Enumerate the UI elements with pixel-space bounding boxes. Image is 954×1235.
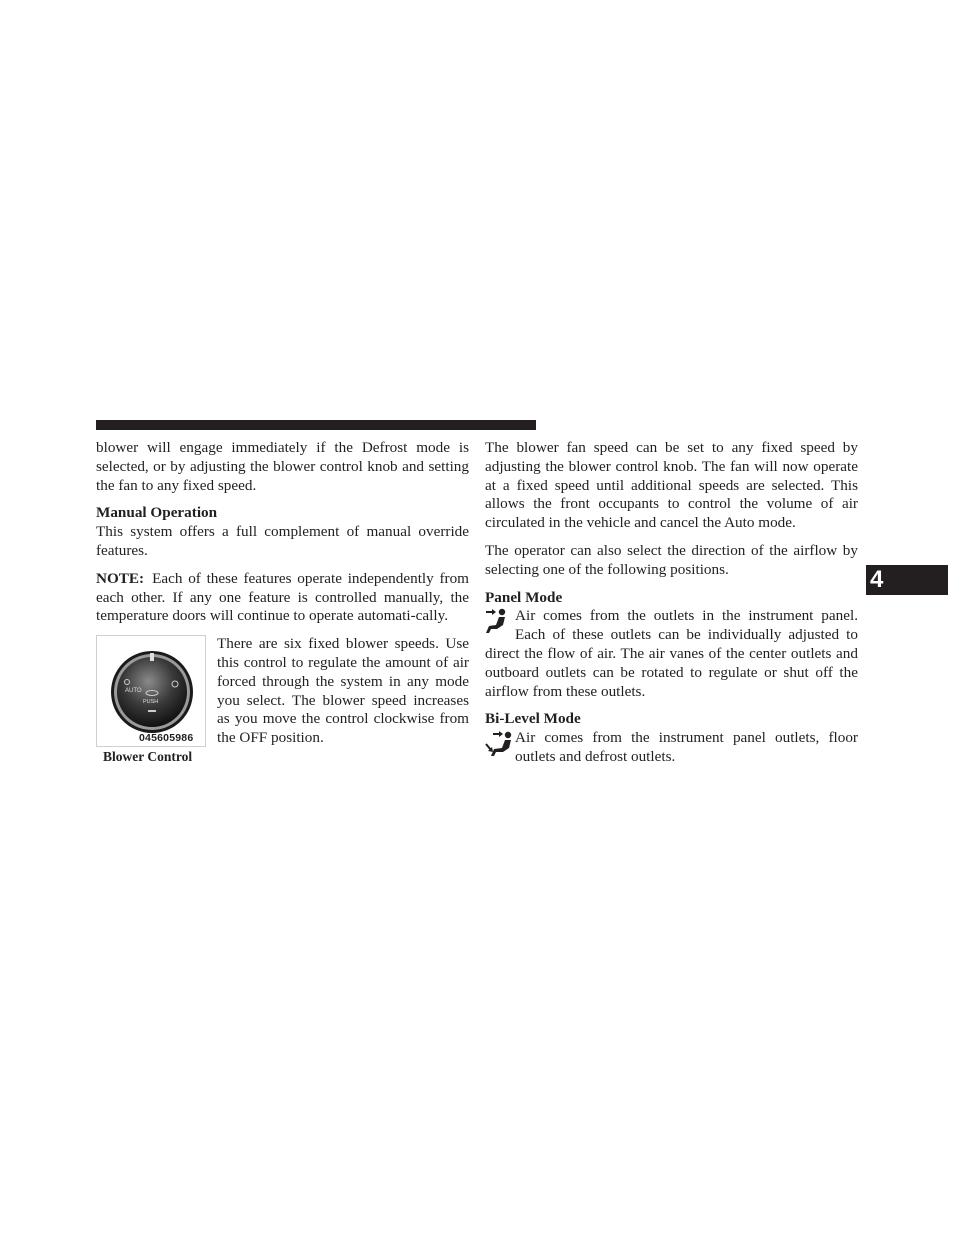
manual-operation-text: This system offers a full complement of manual override features. — [96, 523, 469, 559]
note-label: NOTE: — [96, 569, 145, 587]
bi-level-mode-text: Air comes from the instrument panel outlets, floor outlets and defrost outlets. — [515, 729, 858, 765]
note-paragraph — [96, 570, 469, 626]
airflow-direction-paragraph: The operator can also select the direction of the airflow by selecting one of the following positions. — [485, 541, 858, 578]
left-column — [96, 439, 469, 777]
knob-indicator — [150, 653, 154, 661]
blower-control-figure — [96, 635, 469, 777]
blower-speeds-text: There are six fixed blower speeds. Use this control to regulate the amount of air forced through the system in any mode you select. The blower speed increases as you move the control clockwise from the OFF position. — [217, 635, 469, 747]
bi-level-mode-icon — [485, 729, 515, 759]
panel-mode-block — [485, 607, 858, 701]
knob-push-label: PUSH — [143, 699, 159, 706]
panel-mode-text: Air comes from the outlets in the instrument panel. Each of these outlets can be individually adjusted to direct the flow of air. The air vanes of the center outlets and outboard outlets can be rotated to regulate or shut off the airflow from these outlets. — [485, 607, 858, 700]
header-rule — [96, 420, 536, 430]
knob-auto-label: AUTO — [125, 688, 142, 695]
figure-code: 045605986 — [139, 732, 194, 745]
bi-level-mode-block — [485, 729, 858, 767]
section-tab — [866, 565, 948, 595]
note-text: Each of these features operate independently from each other. If any one feature is controlled manually, the temperature doors will continue to operate automati-cally. — [96, 569, 469, 625]
section-tab-number: 4 — [870, 566, 884, 593]
figure-caption: Blower Control — [103, 749, 193, 765]
fan-low-mark — [148, 710, 156, 712]
panel-mode-heading: Panel Mode — [485, 588, 563, 606]
right-column — [485, 439, 858, 767]
panel-mode-icon — [485, 607, 511, 635]
blower-speed-paragraph: The blower fan speed can be set to any fixed speed by adjusting the blower control knob. The fan will now operate at a fixed speed until additional speeds are selected. This allows the front occupants to control the volume of air circulated in the vehicle and cancel the Auto mode. — [485, 439, 858, 532]
bi-level-mode-heading: Bi-Level Mode — [485, 710, 581, 728]
intro-paragraph: blower will engage immediately if the Defrost mode is selected, or by adjusting the blower control knob and setting the fan to any fixed speed. — [96, 439, 469, 494]
manual-operation-heading: Manual Operation — [96, 504, 218, 522]
blower-control-image — [96, 635, 206, 747]
